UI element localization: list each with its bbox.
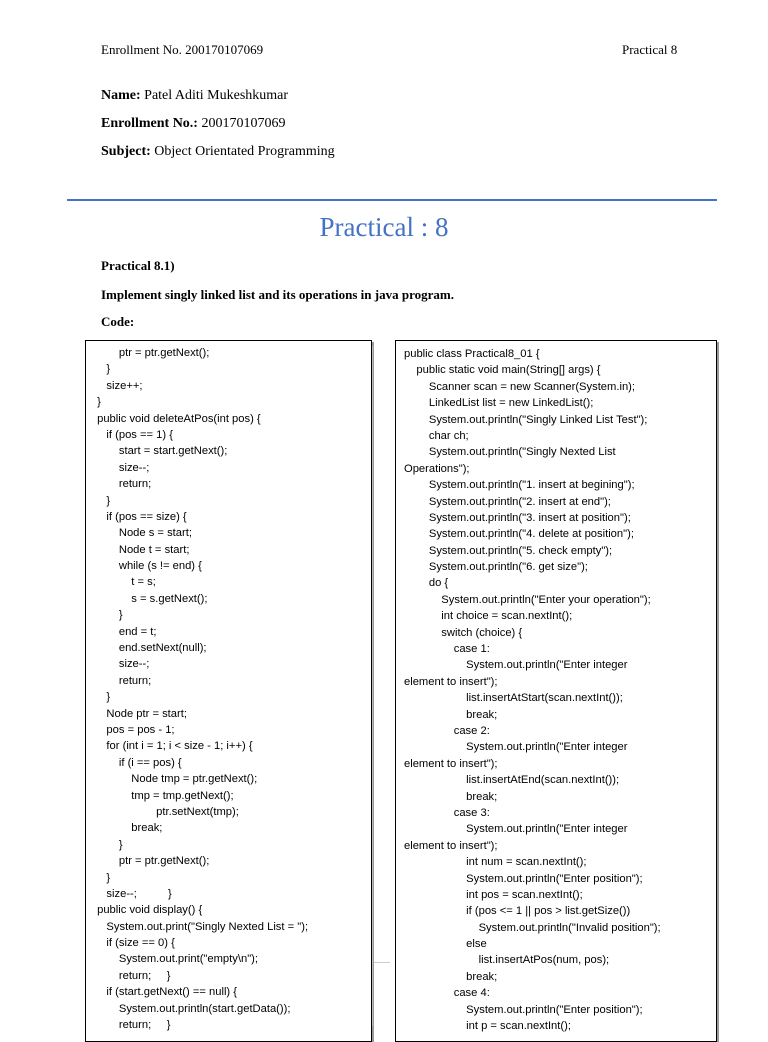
code-line: Node ptr = start; [94, 707, 187, 720]
code-listing-right [404, 346, 661, 1034]
code-line: list.insertAtStart(scan.nextInt()); [404, 692, 623, 705]
code-line: return; } [94, 969, 171, 982]
enrollment-label: Enrollment No.: [101, 116, 198, 131]
code-line: size--; [94, 461, 150, 474]
code-line: System.out.println("Singly Nexted List [404, 446, 616, 459]
code-line: element to insert"); [404, 757, 498, 770]
code-line: if (i == pos) { [94, 756, 182, 769]
code-line: } [94, 396, 101, 409]
code-line: list.insertAtEnd(scan.nextInt()); [404, 774, 620, 787]
code-line: public void deleteAtPos(int pos) { [94, 412, 261, 425]
code-line: end.setNext(null); [94, 642, 207, 655]
page-title: Practical : 8 [319, 212, 449, 242]
code-line: int num = scan.nextInt(); [404, 856, 587, 869]
code-line: System.out.println("5. check empty"); [404, 544, 613, 557]
code-line: s = s.getNext(); [94, 592, 208, 605]
code-line: System.out.println("1. insert at begining"); [404, 479, 635, 492]
code-line: return; [94, 674, 152, 687]
code-line: pos = pos - 1; [94, 723, 175, 736]
student-subject [101, 144, 335, 160]
code-line: int p = scan.nextInt(); [404, 1020, 571, 1033]
code-line: } [94, 609, 123, 622]
code-line: case 1: [404, 643, 490, 656]
code-line: System.out.print("Singly Nexted List = "); [94, 920, 309, 933]
code-line: System.out.println("Singly Linked List Test"); [404, 413, 648, 426]
code-line: start = start.getNext(); [94, 445, 228, 458]
code-line: if (pos <= 1 || pos > list.getSize()) [404, 905, 631, 918]
code-line: if (pos == size) { [94, 510, 187, 523]
code-box-left [85, 340, 372, 1042]
code-line: case 2: [404, 724, 490, 737]
code-line: System.out.println(start.getData()); [94, 1002, 291, 1015]
code-line: ptr.setNext(tmp); [94, 805, 239, 818]
code-line: Scanner scan = new Scanner(System.in); [404, 380, 635, 393]
code-line: System.out.println("Enter position"); [404, 872, 643, 885]
enrollment-value: 200170107069 [197, 116, 286, 131]
code-line: if (start.getNext() == null) { [94, 986, 238, 999]
code-line: switch (choice) { [404, 626, 523, 639]
code-line: list.insertAtPos(num, pos); [404, 954, 610, 967]
code-line: System.out.println("Enter position"); [404, 1003, 643, 1016]
code-line: Node tmp = ptr.getNext(); [94, 773, 258, 786]
code-line: size--; [94, 658, 150, 671]
code-line: ptr = ptr.getNext(); [94, 347, 210, 359]
code-line: System.out.println("3. insert at position"); [404, 511, 631, 524]
code-line: break; [404, 708, 498, 721]
code-line: public class Practical8_01 { [404, 348, 540, 360]
code-line: } [94, 494, 111, 507]
separator-mark [374, 962, 390, 963]
code-line: return; } [94, 1019, 171, 1032]
name-label: Name: [101, 88, 141, 103]
code-line: do { [404, 577, 449, 590]
code-line: int pos = scan.nextInt(); [404, 888, 583, 901]
code-line: if (size == 0) { [94, 937, 175, 950]
code-line: LinkedList list = new LinkedList(); [404, 397, 594, 410]
code-label: Code: [101, 314, 135, 329]
code-line: break; [404, 790, 498, 803]
code-box-right [395, 340, 717, 1042]
code-line: public void display() { [94, 904, 203, 917]
code-line: end = t; [94, 625, 157, 638]
divider-line [67, 199, 717, 201]
code-line: if (pos == 1) { [94, 428, 173, 441]
code-line: System.out.println("Enter integer [404, 659, 628, 672]
code-line: tmp = tmp.getNext(); [94, 789, 234, 802]
code-line: size++; [94, 379, 143, 392]
code-line: Node t = start; [94, 543, 190, 556]
code-line: System.out.print("empty\n"); [94, 953, 258, 966]
name-value: Patel Aditi Mukeshkumar [140, 88, 289, 103]
code-line: System.out.println("Enter integer [404, 823, 628, 836]
code-line: } [94, 871, 111, 884]
code-line: element to insert"); [404, 675, 498, 688]
code-line: break; [404, 970, 498, 983]
code-line: public static void main(String[] args) { [404, 364, 601, 377]
student-name [101, 88, 288, 104]
header-enrollment: Enrollment No. 200170107069 [101, 42, 264, 57]
subject-value: Object Orientated Programming [150, 144, 335, 159]
code-line: System.out.println("6. get size"); [404, 561, 588, 574]
code-line: case 3: [404, 806, 490, 819]
code-line: while (s != end) { [94, 560, 202, 573]
code-line: System.out.println("Enter integer [404, 741, 628, 754]
code-line: } [94, 363, 111, 376]
code-line: System.out.println("4. delete at position"); [404, 528, 634, 541]
code-line: System.out.println("Invalid position"); [404, 921, 661, 934]
code-line: int choice = scan.nextInt(); [404, 610, 573, 623]
code-line: else [404, 938, 487, 951]
code-line: } [94, 838, 123, 851]
task-description: Implement singly linked list and its operations in java program. [101, 287, 454, 302]
code-line: char ch; [404, 429, 469, 442]
code-line: ptr = ptr.getNext(); [94, 855, 210, 868]
section-heading: Practical 8.1) [101, 258, 175, 273]
code-line: Operations"); [404, 462, 470, 475]
code-line: return; [94, 478, 152, 491]
code-line: for (int i = 1; i < size - 1; i++) { [94, 740, 253, 753]
student-enrollment [101, 116, 285, 132]
code-line: Node s = start; [94, 527, 192, 540]
code-line: System.out.println("Enter your operation"); [404, 593, 651, 606]
code-line: t = s; [94, 576, 156, 589]
code-listing-left [94, 345, 308, 1033]
code-line: size--; } [94, 887, 172, 900]
code-line: element to insert"); [404, 839, 498, 852]
code-line: break; [94, 822, 163, 835]
subject-label: Subject: [101, 144, 151, 159]
code-line: } [94, 691, 111, 704]
header-practical: Practical 8 [622, 42, 678, 57]
code-line: System.out.println("2. insert at end"); [404, 495, 611, 508]
column-separator [372, 346, 373, 1026]
code-line: case 4: [404, 987, 490, 1000]
